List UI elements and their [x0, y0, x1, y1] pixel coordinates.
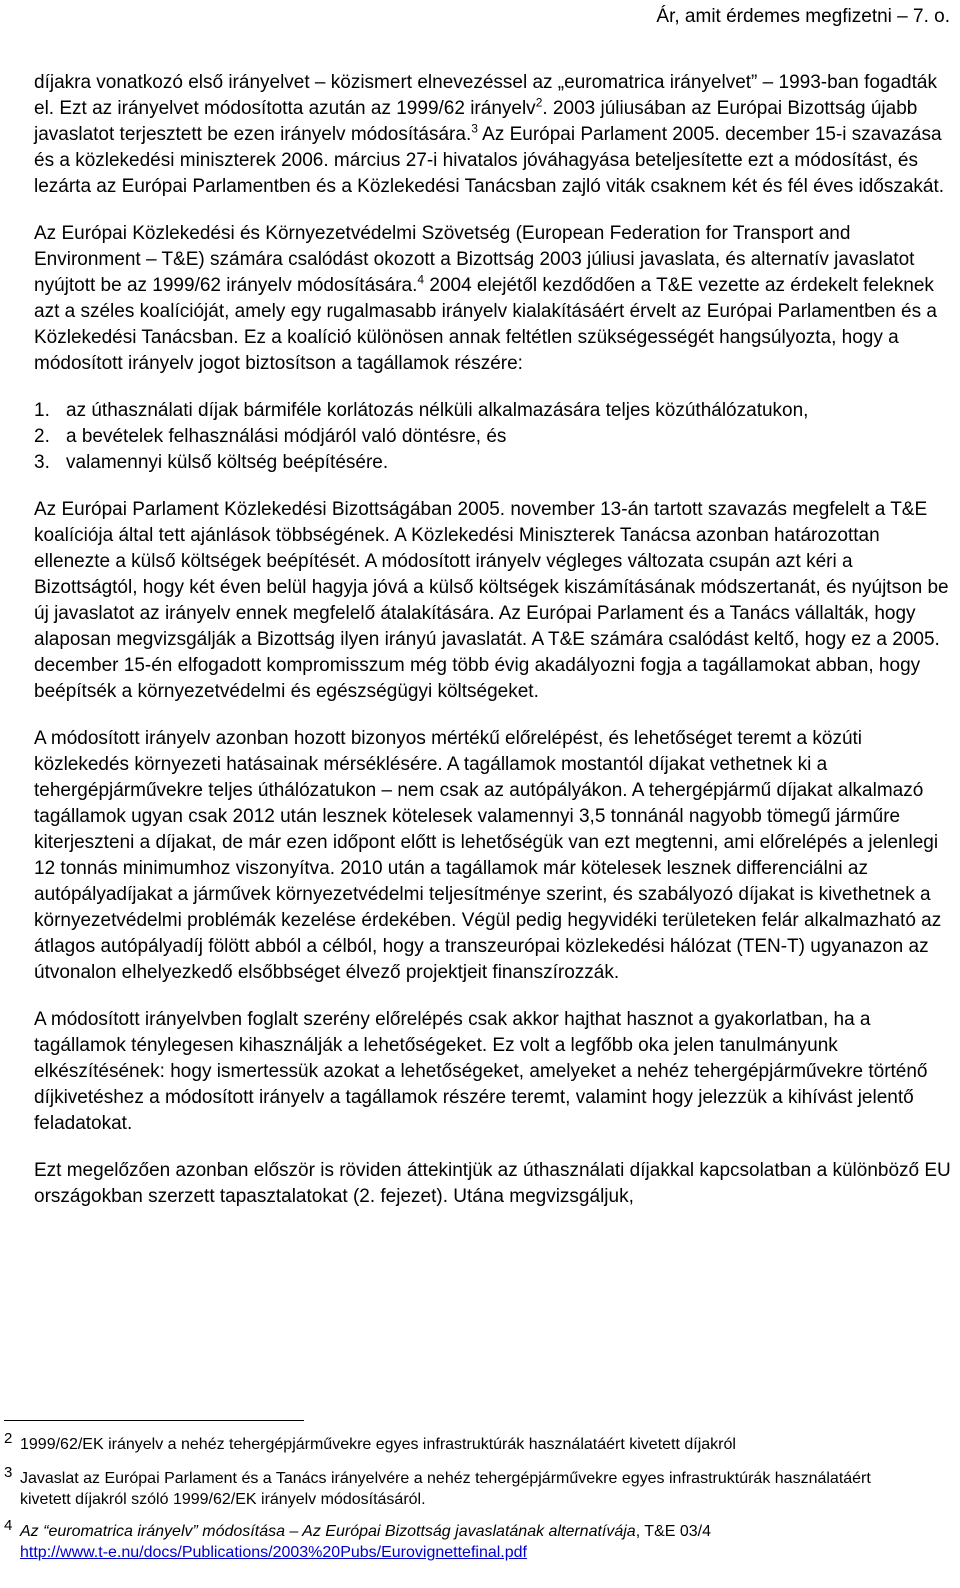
list-item: 2. a bevételek felhasználási módjáról való döntésre, és	[34, 426, 507, 447]
footnote-ref-3[interactable]: 3	[471, 121, 478, 136]
list-item: 1. az úthasználati díjak bármiféle korlátozás nélküli alkalmazására teljes közúthálózatukon,	[34, 400, 809, 421]
paragraph-2: Az Európai Közlekedési és Környezetvédelmi Szövetség (European Federation for Transport and Environment – T&E) számára csalódást okozott a Bizottság 2003 júliusi javaslata, és alternatív javaslatot nyújtott be az 1999/62 irányelv módosítására.$^4$ 2004 elejétől kezdődően a T&E vezette az érdekelt feleknek azt a széles koalícióját, amely egy rugalmasabb irányelv kialakításáért érvelt az Európai Parlamentben és a Közlekedési Tanácsban. Ez a koalíció különösen annak feltétlen szükségességét hangsúlyozta, hogy a módosított irányelv jogot biztosítson a tagállamok részére:	[34, 223, 937, 374]
footnote-3: 3 Javaslat az Európai Parlament és a Tanács irányelvére a nehéz tehergépjárművekre egyes infrastruktúrák használatáért kivetett díjakról szóló 1999/62/EK irányelv módosításáról.	[4, 1464, 871, 1508]
list-item: 3. valamennyi külső költség beépítésére.	[34, 452, 389, 473]
paragraph-6: Ezt megelőzően azonban először is röviden áttekintjük az úthasználati díjakkal kapcsolatban a különböző EU országokban szerzett tapasztalatokat (2. fejezet). Utána megvizsgáljuk,	[34, 1160, 951, 1207]
paragraph-5: A módosított irányelvben foglalt szerény előrelépés csak akkor hajthat hasznot a gyakorlatban, ha a tagállamok ténylegesen kihasználják a lehetőségeket. Ez volt a legfőbb oka jelen tanulmányunk elkészítésének: hogy ismertessük azokat a lehetőségeket, amelyeket a nehéz tehergépjárművekre történő díjkivetéshez a módosított irányelv a tagállamok részére teremt, valamint hogy jelezzük a kihívást jelentő feladatokat.	[34, 1009, 928, 1134]
paragraph-4: A módosított irányelv azonban hozott bizonyos mértékű előrelépést, és lehetőséget teremt a közúti közlekedés környezeti hatásainak mérséklésére. A tagállamok mostantól díjakat vethetnek ki a tehergépjárművekre teljes úthálózatukon – nem csak az autópályákon. A tehergépjármű díjakat alkalmazó tagállamok ugyan csak 2012 után lesznek kötelesek valamennyi 3,5 tonnánál nagyobb tömegű járműre kiterjeszteni a díjakat, de már ezen időpont előtt is lehetőségük van ezt megtenni, ami előrelépés a jelenlegi 12 tonnás minimumhoz viszonyítva. 2010 után a tagállamok már kötelesek lesznek differenciálni az autópályadíjakat a járművek környezetvédelmi teljesítménye szerint, és szabályozó díjakat is kivethetnek a környezetvédelmi problémák kezelése érdekében. Végül pedig hegyvidéki területeken felár alkalmazható az átlagos autópályadíj fölött abból a célból, hogy a transzeurópai közlekedési hálózat (TEN-T) ugyanazon az útvonalon elhelyezkedő elsőbbséget élvező projektjeit finanszírozzák.	[34, 728, 942, 983]
footnote-link[interactable]: http://www.t-e.nu/docs/Publications/2003%20Pubs/Eurovignettefinal.pdf	[20, 1544, 527, 1561]
footnote-ref-4[interactable]: 4	[417, 272, 425, 287]
footnote-4: 4 Az “euromatrica irányelv” módosítása – Az Európai Bizottság javaslatának alternatívája, T&E 03/4 http://www.t-e.nu/docs/Publications/2003%20Pubs/Eurovignettefinal.pdf	[4, 1517, 712, 1561]
paragraph-3: Az Európai Parlament Közlekedési Bizottságában 2005. november 13-án tartott szavazás megfelelt a T&E koalíciója által tett ajánlások többségének. A Közlekedési Miniszterek Tanácsa azonban határozottan ellenezte a külső költségek beépítését. A módosított irányelv végleges változata csupán azt kéri a Bizottságtól, hogy két éven belül hagyja jóvá a külső költségek kiszámításának módszertanát, és nyújtson be új javaslatot az irányelv ennek megfelelő átalakítására. Az Európai Parlament és a Tanács vállalták, hogy alaposan megvizsgálják a Bizottság ilyen irányú javaslatát. A T&E számára csalódást keltő, hogy ez a 2005. december 15-én elfogadott kompromisszum még több évig akadályozni fogja a tagállamokat abban, hogy beépítsék a környezetvédelmi és egészségügyi költségeket.	[34, 499, 949, 702]
document-body	[34, 70, 954, 1231]
requirements-list	[34, 398, 954, 476]
footnote-ref-2[interactable]: 2	[535, 95, 543, 110]
paragraph-1: díjakra vonatkozó első irányelvet – közismert elnevezéssel az „euromatrica irányelvet” – 1993-ban fogadták el. Ezt az irányelvet módosította azután az 1999/62 irányelv$^2$. 2003 júliusában az Európai Bizottság újabb javaslatot terjesztett be ezen irányelv módosítására.$^3$ Az Európai Parlament 2005. december 15-i szavazása és a közlekedési miniszterek 2006. március 27-i hivatalos jóváhagyása beteljesítette ezt a módosítást, és lezárta az Európai Parlamentben és a Közlekedési Tanácsban zajló viták csaknem két és fél éves időszakát.	[34, 72, 945, 197]
footnote-divider	[4, 1420, 304, 1421]
page-header: Ár, amit érdemes megfizetni – 7. o.	[656, 6, 950, 27]
footnote-2: 2 1999/62/EK irányelv a nehéz tehergépjárművekre egyes infrastruktúrák használatáért kivetett díjakról	[4, 1430, 736, 1453]
